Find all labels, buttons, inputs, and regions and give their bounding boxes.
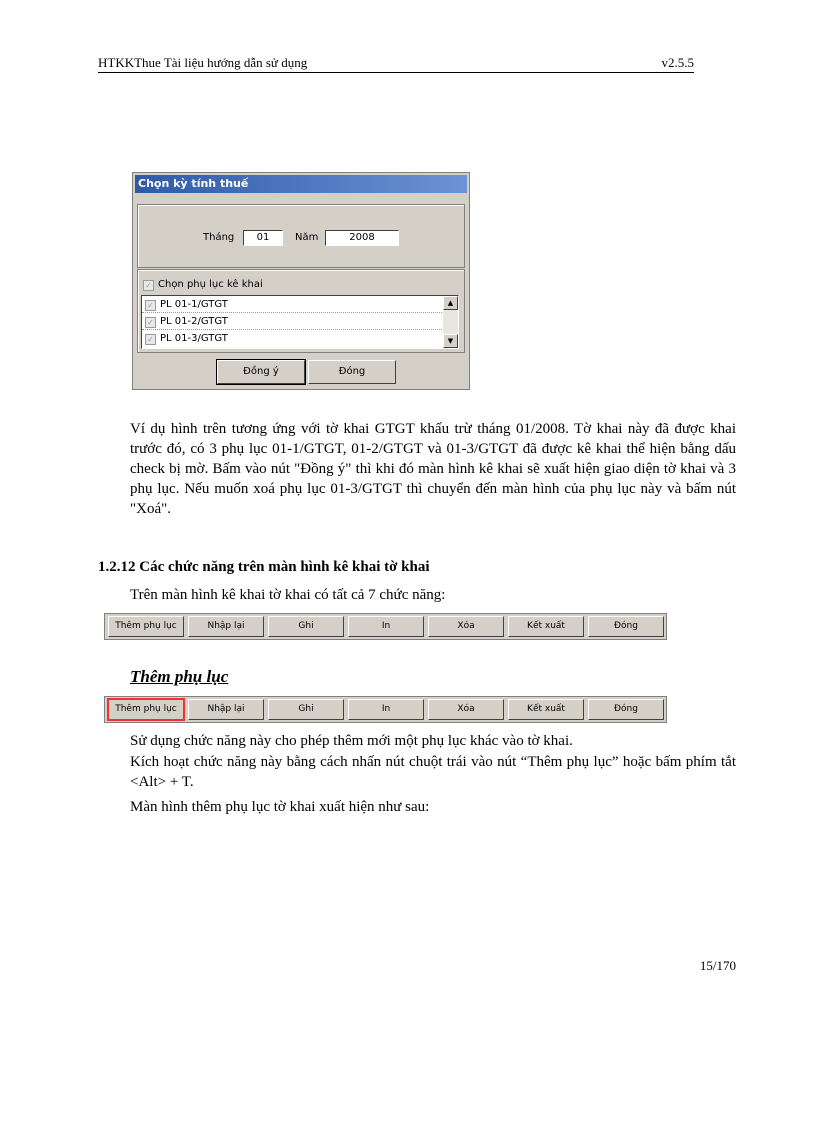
close-button[interactable]: Đóng	[308, 360, 396, 384]
close-button[interactable]: Đóng	[588, 616, 664, 637]
section-intro: Trên màn hình kê khai tờ khai có tất cả 7 chức năng:	[130, 587, 446, 603]
section-heading: 1.2.12 Các chức năng trên màn hình kê khai tờ khai	[98, 559, 430, 575]
description-line: Sử dụng chức năng này cho phép thêm mới một phụ lục khác vào tờ khai.	[130, 733, 573, 749]
add-appendix-button[interactable]: Thêm phụ lục	[108, 699, 184, 720]
list-item[interactable]	[142, 296, 444, 313]
save-button[interactable]: Ghi	[268, 699, 344, 720]
checkbox-check-icon: ✓	[145, 334, 156, 345]
print-button[interactable]: In	[348, 616, 424, 637]
scroll-down-icon[interactable]: ▼	[443, 334, 458, 348]
year-label: Năm	[295, 232, 319, 243]
appendix-checkbox[interactable]	[143, 279, 263, 291]
function-toolbar	[104, 613, 667, 640]
scroll-up-icon[interactable]: ▲	[443, 296, 458, 310]
select-tax-period-dialog	[132, 172, 470, 390]
month-label: Tháng	[203, 232, 235, 243]
listbox-scrollbar[interactable]	[443, 296, 458, 348]
appendix-checkbox-label: Chọn phụ lục kê khai	[158, 279, 263, 290]
delete-button[interactable]: Xóa	[428, 616, 504, 637]
appendix-listbox[interactable]	[141, 295, 459, 349]
close-button[interactable]: Đóng	[588, 699, 664, 720]
header-version: v2.5.5	[661, 55, 694, 70]
reset-button[interactable]: Nhập lại	[188, 699, 264, 720]
activation-line: Kích hoạt chức năng này bằng cách nhấn nút chuột trái vào nút “Thêm phụ lục” hoặc bấm phím tắt <Alt> + T.	[130, 754, 736, 790]
list-item[interactable]	[142, 330, 444, 347]
save-button[interactable]: Ghi	[268, 616, 344, 637]
dialog-title: Chọn kỳ tính thuế	[135, 175, 467, 193]
screen-intro-line: Màn hình thêm phụ lục tờ khai xuất hiện như sau:	[130, 799, 430, 815]
export-button[interactable]: Kết xuất	[508, 616, 584, 637]
list-item[interactable]	[142, 313, 444, 330]
ok-button[interactable]: Đồng ý	[217, 360, 305, 384]
function-toolbar-highlighted	[104, 696, 667, 723]
page-number: 15/170	[699, 958, 736, 973]
page-header	[98, 56, 694, 73]
list-item-label: PL 01-2/GTGT	[160, 316, 228, 327]
add-appendix-button[interactable]: Thêm phụ lục	[108, 616, 184, 637]
reset-button[interactable]: Nhập lại	[188, 616, 264, 637]
subsection-title: Thêm phụ lục	[130, 667, 229, 686]
checkbox-check-icon: ✓	[143, 280, 154, 291]
print-button[interactable]: In	[348, 699, 424, 720]
checkbox-check-icon: ✓	[145, 300, 156, 311]
checkbox-check-icon: ✓	[145, 317, 156, 328]
list-item-label: PL 01-1/GTGT	[160, 299, 228, 310]
export-button[interactable]: Kết xuất	[508, 699, 584, 720]
year-input[interactable]: 2008	[325, 230, 399, 246]
list-item-label: PL 01-3/GTGT	[160, 333, 228, 344]
month-input[interactable]: 01	[243, 230, 283, 246]
delete-button[interactable]: Xóa	[428, 699, 504, 720]
header-title: HTKKThue Tài liệu hướng dẫn sử dụng	[98, 55, 308, 70]
example-paragraph: Ví dụ hình trên tương ứng với tờ khai GTGT khấu trừ tháng 01/2008. Tờ khai này đã được khai trước đó, có 3 phụ lục 01-1/GTGT, 01-2/GTGT và 01-3/GTGT đã được kê khai thể hiện bằng dấu check bị mờ. Bấm vào nút "Đồng ý" thì khi đó màn hình kê khai sẽ xuất hiện giao diện tờ khai và 3 phụ lục. Nếu muốn xoá phụ lục 01-3/GTGT thì chuyển đến màn hình của phụ lục này và bấm nút "Xoá".	[130, 421, 736, 517]
